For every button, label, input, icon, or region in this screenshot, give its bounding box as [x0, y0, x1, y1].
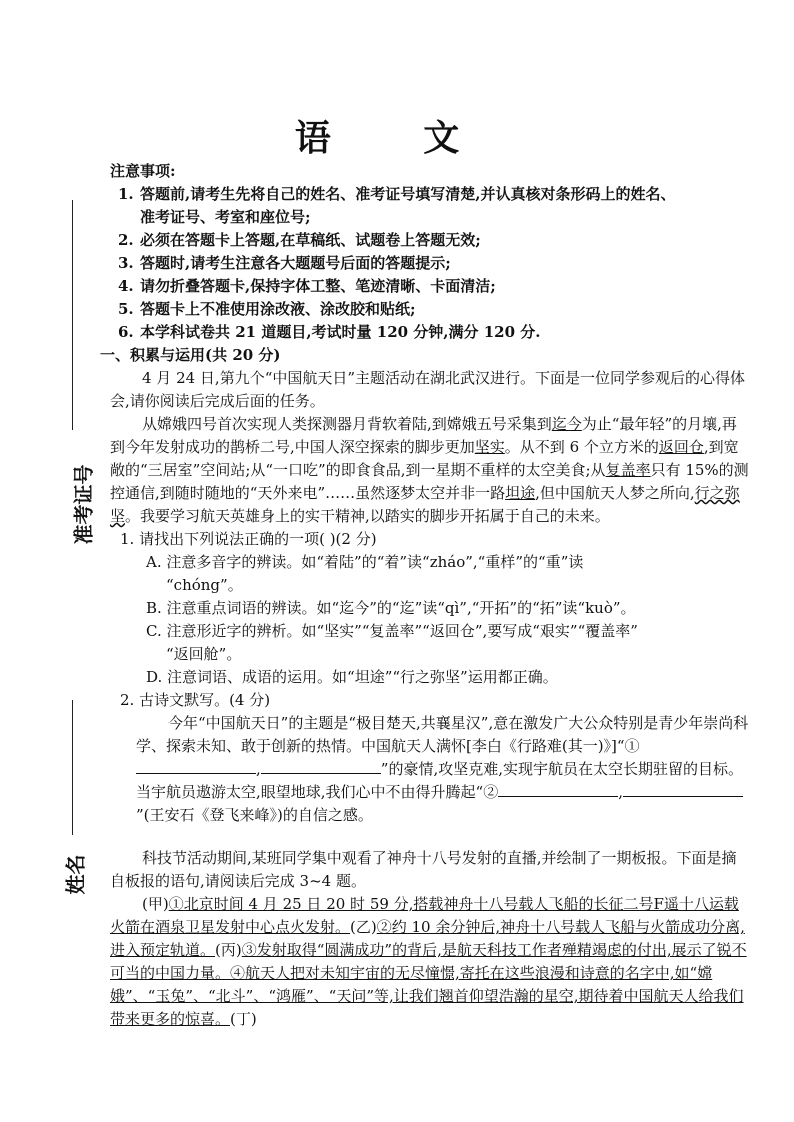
exam-content: [100, 160, 750, 1031]
notes-item: 1. 答题前,请考生先将自己的姓名、准考证号填写清楚,并认真核对条形码上的姓名、: [118, 185, 676, 203]
notes-item: 5. 答题卡上不准使用涂改液、涂改胶和贴纸;: [118, 300, 416, 318]
question-1-option-c: C. 注意形近字的辨析。如“坚实”“复盖率”“返回仓”,要写成“艰实”“覆盖率”: [146, 622, 638, 640]
word-xingzhimijian: 行之弥坚: [110, 484, 740, 525]
answer-blank[interactable]: [136, 759, 256, 774]
section2-passage: (甲)①北京时间 4 月 25 日 20 时 59 分,搭载神舟十八号载人飞船的长征二号F遥十八运载火箭在酒泉卫星发射中心点火发射。(乙)②约 10 余分钟后,神舟十八号载人飞船与火箭成功分离,进入预定轨道。(丙)③发射取得“圆满成功”的背后,是航天科技工作者殚精竭虑的付出,展示了锐不可当的中国力量。④航天人把对未知宇宙的无尽憧憬,寄托在这些浪漫和诗意的名字中,如“嫦娥”、“玉兔”、“北斗”、“鸿雁”、“天问”等,让我们翘首仰望浩瀚的星空,期待着中国航天人给我们带来更多的惊喜。(丁): [110, 895, 747, 1028]
question-2-stem: 2. 古诗文默写。(4 分): [120, 691, 271, 709]
word-tantu: 坦途: [505, 484, 536, 502]
word-qijin: 迄今: [551, 415, 582, 433]
name-label: 姓名: [63, 854, 88, 895]
exam-number-label: 准考证号: [71, 464, 96, 545]
notes-item: 2. 必须在答题卡上答题,在草稿纸、试题卷上答题无效;: [118, 231, 481, 249]
question-1-stem: 1. 请找出下列说法正确的一项( )(2 分): [120, 530, 377, 548]
page-title: 语 文: [294, 118, 500, 159]
section1-heading: 一、积累与运用(共 20 分): [100, 346, 281, 364]
notes-heading: 注意事项:: [110, 162, 176, 180]
notes-item: 3. 答题时,请考生注意各大题题号后面的答题提示;: [118, 254, 451, 272]
notes-item: 准考证号、考室和座位号;: [140, 208, 311, 226]
section1-intro: 4 月 24 日,第九个“中国航天日”主题活动在湖北武汉进行。下面是一位同学参观后的心得体会,请你阅读后完成后面的任务。: [110, 369, 746, 410]
question-2-text: 今年“中国航天日”的主题是“极目楚天,共襄星汉”,意在激发广大公众特别是青少年崇尚科学、探索未知、敢于创新的热情。中国航天人满怀[李白《行路难(其一)》]“①, ”的豪情,攻坚克难,实现宇航员在太空长期驻留的目标。当宇航员遨游太空,眼望地球,我们心中不由得升腾起“② ,”(王安石《登飞来峰》)的自信之感。: [136, 714, 749, 824]
answer-blank[interactable]: [623, 782, 743, 797]
word-fugailv: 复盖率: [605, 461, 651, 479]
answer-blank[interactable]: [261, 759, 381, 774]
question-1-option-a: A. 注意多音字的辨读。如“着陆”的“着”读“zháo”,“重样”的“重”读: [146, 553, 584, 571]
exam-number-line: [72, 200, 73, 430]
word-jianshi: 坚实: [474, 438, 505, 456]
name-line: [72, 700, 73, 835]
exam-number-field: [60, 200, 96, 545]
notes-item: 6. 本学科试卷共 21 道题目,考试时量 120 分钟,满分 120 分.: [118, 323, 541, 341]
name-field: [60, 700, 90, 900]
section2-intro: 科技节活动期间,某班同学集中观看了神舟十八号发射的直播,并绘制了一期板报。下面是摘自板报的语句,请阅读后完成 3~4 题。: [110, 849, 737, 890]
question-1-option-a-cont: “chóng”。: [166, 576, 243, 594]
question-1-option-b: B. 注意重点词语的辨读。如“迄今”的“迄”读“qì”,“开拓”的“拓”读“kuò”。: [146, 599, 636, 617]
notes-list: [110, 183, 750, 344]
answer-blank[interactable]: [498, 782, 618, 797]
section1-passage: 从嫦娥四号首次实现人类探测器月背软着陆,到嫦娥五号采集到迄今为止“最年轻”的月壤,再到今年发射成功的鹊桥二号,中国人深空探索的脚步更加坚实。从不到 6 个立方米的返回仓,到宽敞的“三居室”空间站;从“一口吃”的即食食品,到一星期不重样的太空美食;从复盖率只有 15%的测控通信,到随时随地的“天外来电”……虽然逐梦太空并非一路坦途,但中国航天人梦之所向,行之弥坚。我要学习航天英雄身上的实干精神,以踏实的脚步开拓属于自己的未来。: [110, 415, 749, 525]
question-1-option-c-cont: “返回舱”。: [166, 645, 242, 663]
notes-item: 4. 请勿折叠答题卡,保持字体工整、笔迹清晰、卡面清洁;: [118, 277, 496, 295]
question-1-option-d: D. 注意词语、成语的运用。如“坦途”“行之弥坚”运用都正确。: [146, 668, 558, 686]
word-fanhuicang: 返回仓: [658, 438, 704, 456]
